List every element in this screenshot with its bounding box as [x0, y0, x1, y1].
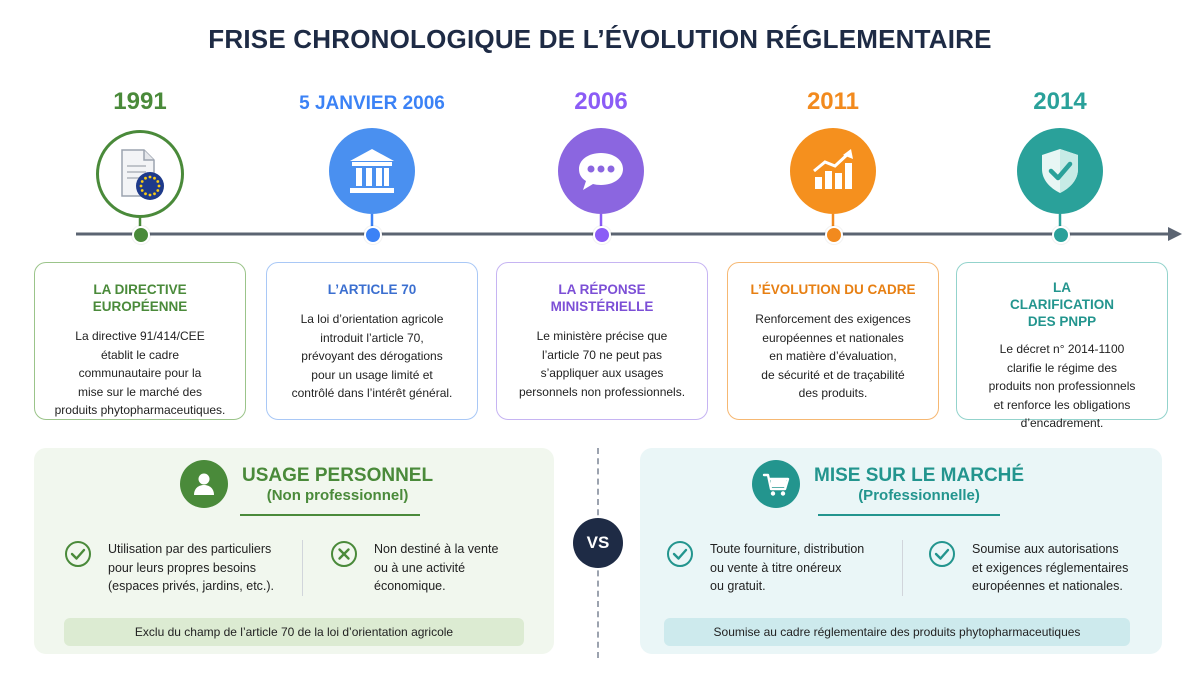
item-text: [374, 540, 498, 596]
item-line: européennes et nationales.: [972, 579, 1123, 593]
milestone-date: 5 JANVIER 2006: [299, 93, 445, 114]
item-line: (espaces privés, jardins, etc.).: [108, 579, 275, 593]
item-line: ou vente à titre onéreux: [710, 560, 842, 575]
card-line: produits phytopharmaceutiques.: [54, 403, 226, 417]
timeline-dot: [1052, 226, 1070, 244]
milestone-date: 1991: [113, 88, 167, 115]
card-line: contrôlé dans l’intérêt général.: [291, 386, 453, 400]
user-icon: [180, 460, 228, 508]
item-text: [108, 540, 274, 596]
divider: [302, 540, 303, 596]
card-line: des produits.: [798, 386, 868, 400]
card-line: clarifie le régime des: [1006, 360, 1118, 375]
card-line: s’appliquer aux usages: [540, 366, 664, 380]
list-item: [64, 540, 274, 596]
growth-chart-icon: [790, 128, 876, 214]
item-line: et exigences réglementaires: [972, 560, 1129, 575]
panel-header: [180, 460, 433, 508]
card-line: d’encadrement.: [1020, 416, 1104, 430]
card-title: LA RÉPONSE MINISTÉRIELLE: [550, 282, 654, 314]
card-line: produits non professionnels: [988, 379, 1136, 393]
list-item: [666, 540, 864, 596]
item-line: Utilisation par des particuliers: [108, 542, 272, 556]
card-title: LA DIRECTIVE EUROPÉENNE: [92, 282, 188, 314]
card-line: et renforce les obligations: [993, 397, 1131, 412]
item-line: ou gratuit.: [710, 579, 766, 593]
card-line: Le ministère précise que: [536, 329, 668, 343]
page-title: FRISE CHRONOLOGIQUE DE L’ÉVOLUTION RÉGLEMENTAIRE: [208, 24, 992, 54]
card-line: La loi d’orientation agricole: [300, 312, 444, 326]
x-circle-icon: [330, 540, 358, 568]
government-building-icon: [329, 128, 415, 214]
card-line: de sécurité et de traçabilité: [761, 367, 905, 382]
panel-subtitle: (Professionnelle): [858, 486, 980, 504]
milestone-card: [496, 262, 708, 420]
card-line: établit le cadre: [100, 347, 180, 362]
timeline-dot: [364, 226, 382, 244]
card-description: [971, 340, 1153, 433]
milestone-card: [956, 262, 1168, 430]
card-line: Le décret n° 2014-1100: [999, 342, 1125, 356]
panel-subtitle: (Non professionnel): [266, 486, 409, 504]
card-description: [742, 310, 924, 403]
card-title: LA CLARIFICATION DES PNPP: [1010, 280, 1114, 329]
panel-title: MISE SUR LE MARCHÉ: [814, 464, 1025, 486]
panel-underline: [818, 514, 1000, 516]
milestone-date: 2011: [806, 88, 860, 115]
card-description: [511, 327, 693, 401]
vs-badge: VS: [573, 518, 623, 568]
list-item: [330, 540, 498, 596]
card-line: pour un usage limité et: [311, 367, 433, 382]
card-description: [49, 327, 231, 420]
check-circle-icon: [666, 540, 694, 568]
item-line: ou à une activité: [374, 560, 466, 575]
card-line: La directive 91/414/CEE: [75, 329, 205, 343]
card-line: Renforcement des exigences: [755, 312, 911, 326]
milestone-card: [727, 262, 939, 420]
item-line: pour leurs propres besoins: [108, 560, 256, 575]
panel-title: USAGE PERSONNEL: [242, 464, 434, 486]
list-item: [928, 540, 1128, 596]
shopping-cart-icon: [752, 460, 800, 508]
panel-header: [752, 460, 1024, 508]
panel-footer: Soumise au cadre réglementaire des produits phytopharmaceutiques: [664, 618, 1130, 646]
item-line: Soumise aux autorisations: [972, 542, 1119, 556]
divider: [902, 540, 903, 596]
card-line: européennes et nationales: [762, 330, 904, 345]
item-line: économique.: [374, 579, 446, 593]
card-line: introduit l’article 70,: [320, 330, 424, 345]
item-line: Toute fourniture, distribution: [710, 542, 865, 556]
card-title: L’ARTICLE 70: [327, 282, 417, 297]
card-line: personnels non professionnels.: [518, 384, 686, 399]
card-line: l’article 70 ne peut pas: [541, 347, 663, 362]
item-line: Non destiné à la vente: [374, 542, 499, 556]
panel-footer: Exclu du champ de l’article 70 de la loi d’orientation agricole: [64, 618, 524, 646]
card-line: mise sur le marché des: [77, 384, 203, 399]
card-title: L’ÉVOLUTION DU CADRE: [750, 282, 916, 297]
milestone-card: [266, 262, 478, 420]
timeline-dot: [593, 226, 611, 244]
panel-underline: [240, 514, 420, 516]
card-line: en matière d’évaluation,: [769, 349, 897, 363]
speech-bubble-icon: [558, 128, 644, 214]
milestone-date: 2006: [574, 88, 628, 115]
item-text: [972, 540, 1128, 596]
milestone-card: [34, 262, 246, 420]
milestone-date: 2014: [1033, 88, 1087, 115]
card-description: [281, 310, 463, 403]
timeline-dot: [825, 226, 843, 244]
item-text: [710, 540, 864, 596]
check-circle-icon: [64, 540, 92, 568]
eu-document-icon: [96, 130, 184, 218]
card-line: prévoyant des dérogations: [301, 349, 443, 363]
shield-check-icon: [1017, 128, 1103, 214]
card-line: communautaire pour la: [78, 366, 202, 380]
timeline-dot: [132, 226, 150, 244]
check-circle-icon: [928, 540, 956, 568]
